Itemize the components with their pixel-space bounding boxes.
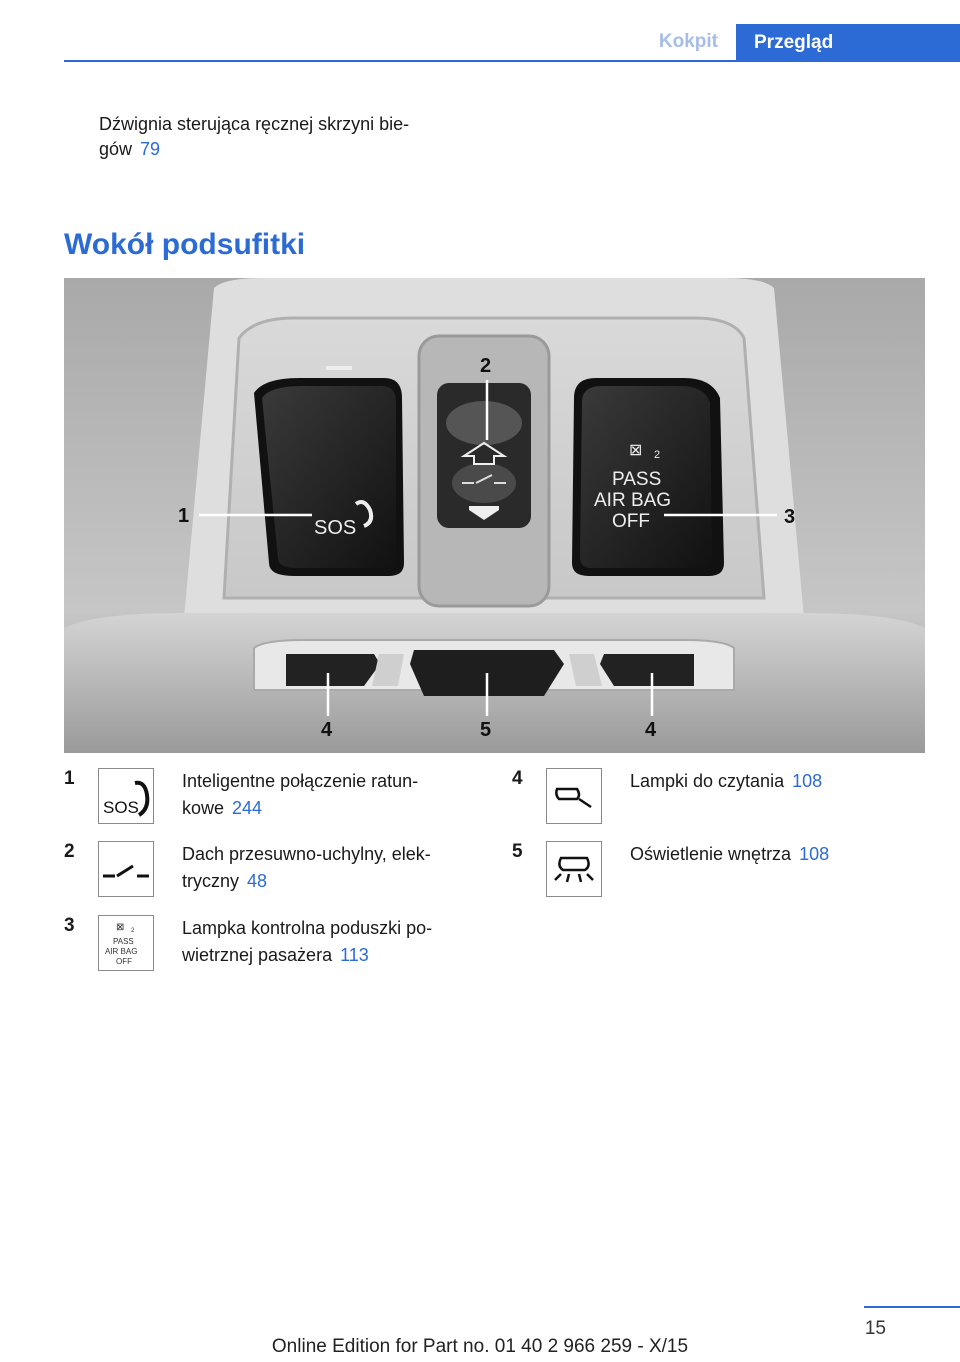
intro-page-ref[interactable]: 79 bbox=[140, 139, 161, 159]
overhead-console-photo bbox=[64, 278, 925, 753]
legend-item-1 bbox=[64, 768, 474, 828]
legend-label: Oświetlenie wnętrza bbox=[630, 844, 792, 864]
legend-number: 3 bbox=[64, 915, 75, 936]
legend-label: Lampka kontrolna poduszki po-wietrznej pasażera bbox=[182, 918, 433, 965]
legend-text bbox=[182, 841, 472, 895]
airbag-icon-sub2: 2 bbox=[131, 928, 135, 934]
callout-4-right: 4 bbox=[645, 719, 657, 741]
reading-light-icon bbox=[546, 768, 602, 824]
legend-page-ref[interactable]: 108 bbox=[792, 771, 823, 791]
pass-button-line1: PASS bbox=[612, 469, 662, 490]
online-edition-footer: Online Edition for Part no. 01 40 2 966 259 - X/15 bbox=[271, 1336, 689, 1357]
legend-item-4 bbox=[512, 768, 925, 828]
legend-label: Lampki do czytania bbox=[630, 771, 785, 791]
legend-text bbox=[182, 768, 472, 822]
pass-button-line2: AIR BAG bbox=[594, 490, 672, 511]
callout-1: 1 bbox=[178, 505, 190, 527]
header-rule bbox=[64, 60, 960, 62]
legend-page-ref[interactable]: 108 bbox=[799, 844, 830, 864]
page-number: 15 bbox=[864, 1318, 886, 1339]
tab-kokpit[interactable]: Kokpit bbox=[658, 31, 718, 52]
callout-3: 3 bbox=[784, 506, 796, 528]
legend-page-ref[interactable]: 244 bbox=[232, 798, 263, 818]
footer-rule bbox=[864, 1306, 960, 1308]
legend-number: 5 bbox=[512, 841, 523, 862]
legend-item-5 bbox=[512, 841, 925, 901]
section-title: Wokół podsufitki bbox=[64, 228, 306, 261]
airbag-icon-pass: PASS bbox=[113, 937, 134, 946]
legend-item-2 bbox=[64, 841, 474, 901]
sos-icon-label: SOS bbox=[103, 798, 139, 817]
interior-light-icon bbox=[546, 841, 602, 897]
svg-text:⊠: ⊠ bbox=[116, 922, 125, 933]
legend-number: 2 bbox=[64, 841, 75, 862]
legend-number: 1 bbox=[64, 768, 75, 789]
legend-item-3 bbox=[64, 915, 474, 975]
pass-button-sub2: 2 bbox=[654, 449, 661, 461]
sos-icon bbox=[98, 768, 154, 824]
airbag-icon-off: OFF bbox=[116, 957, 132, 966]
legend-text bbox=[630, 768, 920, 795]
intro-text: Dźwignia sterująca ręcznej skrzyni bie-gów bbox=[99, 114, 410, 159]
legend-number: 4 bbox=[512, 768, 523, 789]
callout-2: 2 bbox=[480, 355, 492, 377]
sos-button-label: SOS bbox=[314, 517, 357, 539]
legend-label: Inteligentne połączenie ratun-kowe bbox=[182, 771, 419, 818]
passenger-airbag-off-icon bbox=[98, 915, 154, 971]
svg-text:⊠: ⊠ bbox=[629, 442, 643, 459]
legend-page-ref[interactable]: 113 bbox=[340, 945, 369, 965]
tab-przeglad[interactable]: Przegląd bbox=[736, 24, 960, 62]
intro-paragraph bbox=[99, 112, 469, 162]
callout-4-left: 4 bbox=[321, 719, 333, 741]
sunroof-icon bbox=[98, 841, 154, 897]
callout-5: 5 bbox=[480, 719, 492, 741]
running-header bbox=[0, 24, 960, 62]
legend-text bbox=[630, 841, 920, 868]
airbag-icon-airbag: AIR BAG bbox=[105, 947, 138, 956]
legend-text bbox=[182, 915, 472, 969]
legend-label: Dach przesuwno-uchylny, elek-tryczny bbox=[182, 844, 431, 891]
legend-page-ref[interactable]: 48 bbox=[247, 871, 268, 891]
pass-button-line3: OFF bbox=[612, 511, 650, 532]
